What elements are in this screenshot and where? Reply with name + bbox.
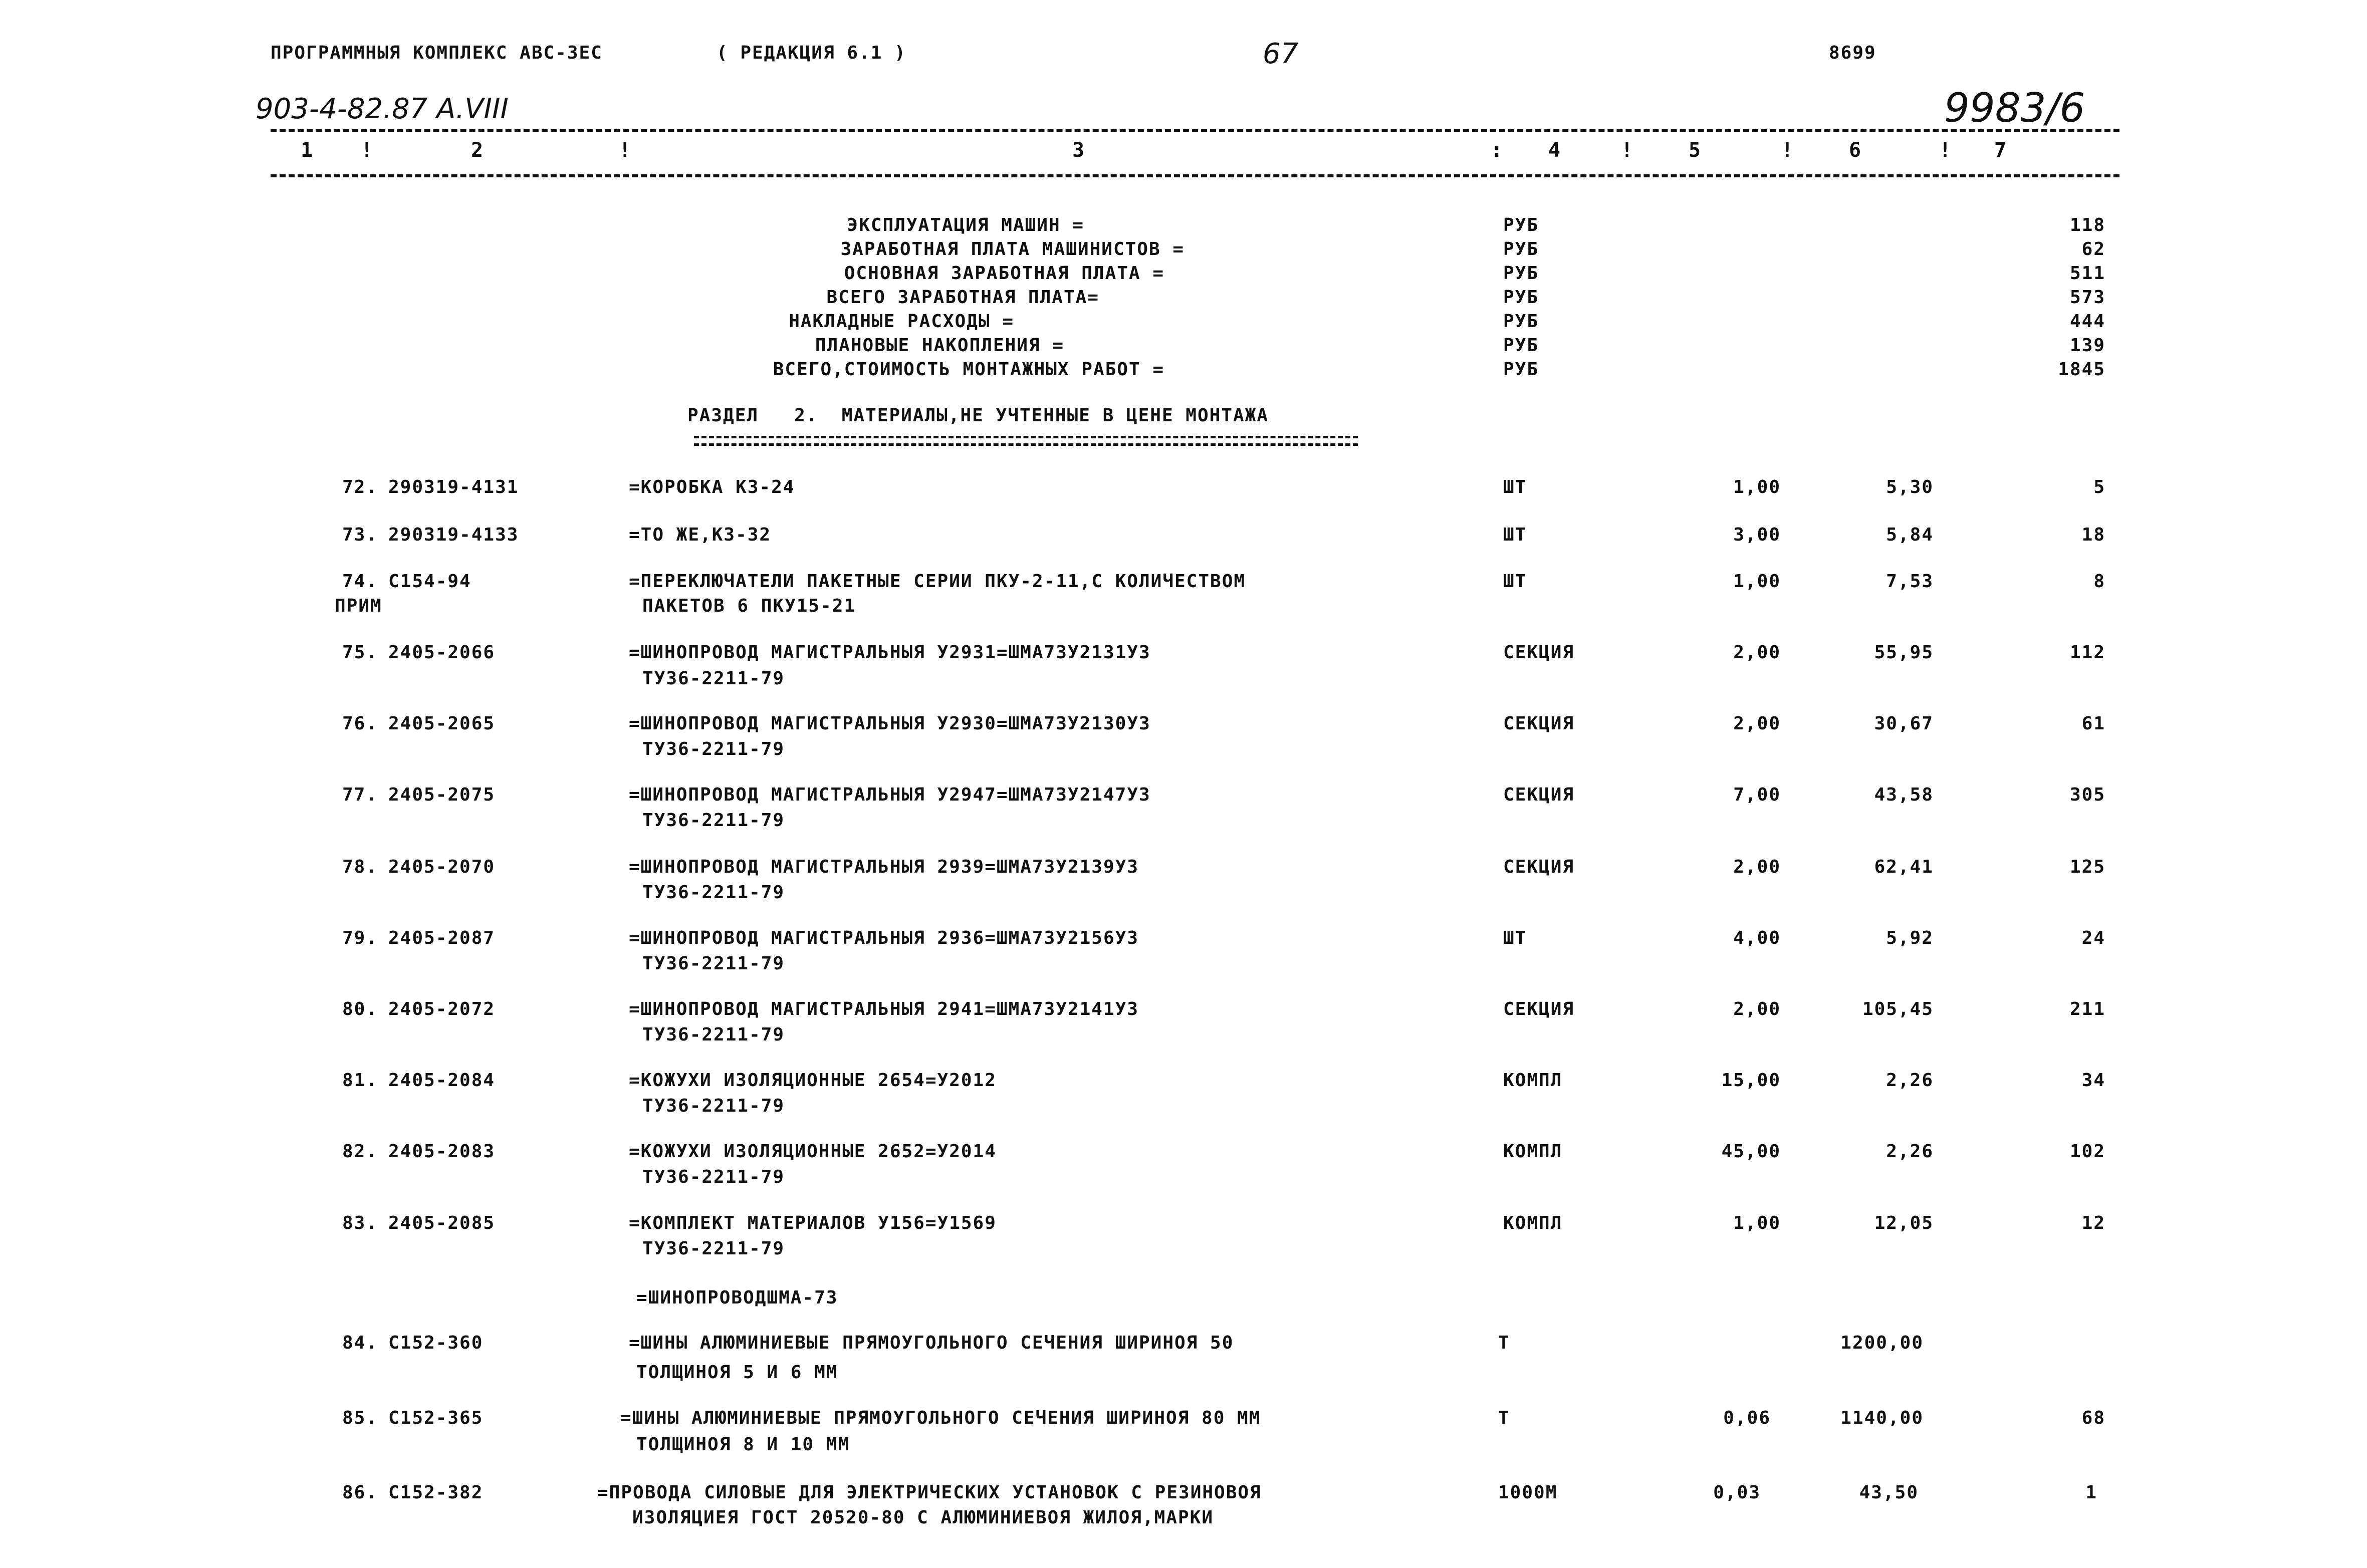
row-price: 1140,00 — [1840, 1408, 1924, 1428]
program-name: ПРОГРАММНЫЯ КОМПЛЕКС АВС-ЗЕС — [271, 43, 603, 63]
row-quantity: 1,00 — [1733, 571, 1781, 592]
summary-label: ЗАРАБОТНАЯ ПЛАТА МАШИНИСТОВ = — [840, 239, 1185, 259]
row-description: =ТО ЖЕ,КЗ-32 — [629, 525, 772, 545]
summary-label: ЭКСПЛУАТАЦИЯ МАШИН = — [847, 215, 1084, 235]
col-7: 7 — [1994, 139, 2008, 162]
row-code-note: ПРИМ — [335, 596, 382, 616]
row-code: 2405-2075 — [388, 785, 496, 805]
summary-label: ОСНОВНАЯ ЗАРАБОТНАЯ ПЛАТА = — [844, 263, 1164, 284]
row-description: =КОРОБКА КЗ-24 — [629, 477, 795, 497]
row-quantity: 2,00 — [1733, 713, 1781, 734]
col-1: 1 — [301, 139, 314, 162]
summary-value: 139 — [2069, 335, 2105, 356]
row-number: 82. — [342, 1141, 378, 1162]
col-4: 4 — [1548, 139, 1562, 162]
row-code: 2405-2085 — [388, 1213, 496, 1233]
row-number: 86. — [342, 1482, 378, 1503]
summary-value: 444 — [2069, 311, 2105, 332]
summary-unit: РУБ — [1503, 335, 1539, 356]
row-number: 78. — [342, 857, 378, 877]
page-number: 67 — [1263, 38, 1299, 70]
col-sep: : — [1491, 139, 1504, 162]
row-total: 211 — [2069, 999, 2105, 1019]
row-description: =ШИНОПРОВОД МАГИСТРАЛЬНЫЯ У2930=ШМА73У2130УЗ — [629, 713, 1151, 734]
row-total: 18 — [2081, 525, 2105, 545]
row-unit: ШТ — [1503, 928, 1527, 948]
row-total: 125 — [2069, 857, 2105, 877]
row-price: 105,45 — [1862, 999, 1934, 1019]
row-code: 2405-2065 — [388, 713, 496, 734]
row-total: 5 — [2093, 477, 2105, 497]
stamp-number: 9983/6 — [1944, 85, 2085, 131]
row-quantity: 3,00 — [1733, 525, 1781, 545]
row-description-cont: ТУ36-2211-79 — [642, 739, 785, 759]
row-number: 85. — [342, 1408, 378, 1428]
row-price: 30,67 — [1874, 713, 1934, 734]
row-price: 2,26 — [1886, 1141, 1934, 1162]
header-bottom-rule — [271, 174, 2119, 177]
col-5: 5 — [1689, 139, 1702, 162]
row-description: =ШИНЫ АЛЮМИНИЕВЫЕ ПРЯМОУГОЛЬНОГО СЕЧЕНИЯ ШИРИНОЯ 80 ММ — [620, 1408, 1261, 1428]
row-quantity: 7,00 — [1733, 785, 1781, 805]
row-description-cont: ИЗОЛЯЦИЕЯ ГОСТ 20520-80 С АЛЮМИНИЕВОЯ ЖИЛОЯ,МАРКИ — [632, 1507, 1214, 1528]
row-code: С154-94 — [388, 571, 471, 592]
summary-label: НАКЛАДНЫЕ РАСХОДЫ = — [789, 311, 1014, 332]
row-code: 2405-2066 — [388, 642, 496, 663]
row-description-cont: ТУ36-2211-79 — [642, 953, 785, 974]
edition: ( РЕДАКЦИЯ 6.1 ) — [717, 43, 906, 63]
row-description: =ШИНОПРОВОД МАГИСТРАЛЬНЫЯ 2936=ШМА73У2156УЗ — [629, 928, 1139, 948]
row-unit: КОМПЛ — [1503, 1213, 1563, 1233]
row-price: 5,30 — [1886, 477, 1934, 497]
row-total: 34 — [2081, 1070, 2105, 1091]
row-code: 290319-4133 — [388, 525, 519, 545]
row-number: 74. — [342, 571, 378, 592]
row-description-cont: ТОЛЩИНОЯ 8 И 10 ММ — [636, 1434, 850, 1455]
row-code: 2405-2087 — [388, 928, 496, 948]
row-quantity: 4,00 — [1733, 928, 1781, 948]
row-number: 76. — [342, 713, 378, 734]
summary-unit: РУБ — [1503, 263, 1539, 284]
summary-label: ВСЕГО ЗАРАБОТНАЯ ПЛАТА= — [826, 287, 1099, 308]
summary-unit: РУБ — [1503, 287, 1539, 308]
row-description-cont: ТУ36-2211-79 — [642, 1238, 785, 1259]
row-total: 24 — [2081, 928, 2105, 948]
row-description-cont: ТУ36-2211-79 — [642, 668, 785, 689]
row-description-cont: ТУ36-2211-79 — [642, 1096, 785, 1116]
row-description-cont: ТУ36-2211-79 — [642, 810, 785, 831]
row-number: 72. — [342, 477, 378, 497]
row-code: С152-360 — [388, 1333, 484, 1353]
top-rule — [271, 129, 2119, 132]
row-price: 55,95 — [1874, 642, 1934, 663]
row-description-cont: ТУ36-2211-79 — [642, 882, 785, 903]
row-code: 2405-2072 — [388, 999, 496, 1019]
row-number: 75. — [342, 642, 378, 663]
row-description: =КОМПЛЕКТ МАТЕРИАЛОВ У156=У1569 — [629, 1213, 997, 1233]
col-sep: ! — [361, 139, 374, 162]
row-description: =ШИНОПРОВОД МАГИСТРАЛЬНЫЯ 2941=ШМА73У2141УЗ — [629, 999, 1139, 1019]
row-number: 79. — [342, 928, 378, 948]
summary-unit: РУБ — [1503, 239, 1539, 259]
summary-unit: РУБ — [1503, 359, 1539, 380]
row-unit: СЕКЦИЯ — [1503, 999, 1575, 1019]
summary-unit: РУБ — [1503, 311, 1539, 332]
col-3: 3 — [1072, 139, 1086, 162]
row-description: =ШИНОПРОВОД МАГИСТРАЛЬНЫЯ У2931=ШМА73У2131УЗ — [629, 642, 1151, 663]
row-unit: ШТ — [1503, 571, 1527, 592]
row-description: =ПРОВОДА СИЛОВЫЕ ДЛЯ ЭЛЕКТРИЧЕСКИХ УСТАНОВОК С РЕЗИНОВОЯ — [597, 1482, 1262, 1503]
row-quantity: 2,00 — [1733, 857, 1781, 877]
row-unit: СЕКЦИЯ — [1503, 857, 1575, 877]
row-quantity: 2,00 — [1733, 642, 1781, 663]
row-quantity: 0,03 — [1713, 1482, 1761, 1503]
row-unit: КОМПЛ — [1503, 1070, 1563, 1091]
row-number: 73. — [342, 525, 378, 545]
row-description: =ПЕРЕКЛЮЧАТЕЛИ ПАКЕТНЫЕ СЕРИИ ПКУ-2-11,С КОЛИЧЕСТВОМ — [629, 571, 1246, 592]
row-description: =КОЖУХИ ИЗОЛЯЦИОННЫЕ 2652=У2014 — [629, 1141, 997, 1162]
row-total: 61 — [2081, 713, 2105, 734]
col-2: 2 — [471, 139, 485, 162]
row-quantity: 0,06 — [1723, 1408, 1771, 1428]
row-unit: СЕКЦИЯ — [1503, 642, 1575, 663]
summary-unit: РУБ — [1503, 215, 1539, 235]
doc-code: 8699 — [1829, 43, 1876, 63]
row-description-cont: ТУ36-2211-79 — [642, 1167, 785, 1187]
project-reference: 903-4-82.87 А.VIII — [256, 93, 509, 125]
row-total: 112 — [2069, 642, 2105, 663]
row-code: С152-365 — [388, 1408, 484, 1428]
row-total: 12 — [2081, 1213, 2105, 1233]
row-total: 102 — [2069, 1141, 2105, 1162]
row-price: 12,05 — [1874, 1213, 1934, 1233]
summary-label: ВСЕГО,СТОИМОСТЬ МОНТАЖНЫХ РАБОТ = — [773, 359, 1164, 380]
row-unit: ШТ — [1503, 477, 1527, 497]
col-sep: ! — [1781, 139, 1795, 162]
row-total: 1 — [2085, 1482, 2097, 1503]
row-price: 5,92 — [1886, 928, 1934, 948]
row-description-cont: ПАКЕТОВ 6 ПКУ15-21 — [642, 596, 856, 616]
row-price: 7,53 — [1886, 571, 1934, 592]
section-underline — [694, 436, 1358, 438]
row-unit: 1000М — [1498, 1482, 1558, 1503]
row-description-cont: ТОЛЩИНОЯ 5 И 6 ММ — [636, 1362, 838, 1383]
row-price: 43,58 — [1874, 785, 1934, 805]
row-quantity: 2,00 — [1733, 999, 1781, 1019]
row-code: 2405-2083 — [388, 1141, 496, 1162]
row-unit: КОМПЛ — [1503, 1141, 1563, 1162]
row-subheading: =ШИНОПРОВОДШМА-73 — [636, 1287, 838, 1308]
row-quantity: 1,00 — [1733, 1213, 1781, 1233]
row-price: 1200,00 — [1840, 1333, 1924, 1353]
row-total: 68 — [2081, 1408, 2105, 1428]
row-number: 80. — [342, 999, 378, 1019]
row-unit: СЕКЦИЯ — [1503, 713, 1575, 734]
row-description: =ШИНОПРОВОД МАГИСТРАЛЬНЫЯ У2947=ШМА73У2147УЗ — [629, 785, 1151, 805]
row-code: С152-382 — [388, 1482, 484, 1503]
row-number: 77. — [342, 785, 378, 805]
row-price: 2,26 — [1886, 1070, 1934, 1091]
row-price: 62,41 — [1874, 857, 1934, 877]
row-number: 83. — [342, 1213, 378, 1233]
row-code: 290319-4131 — [388, 477, 519, 497]
row-price: 43,50 — [1859, 1482, 1919, 1503]
row-unit: Т — [1498, 1333, 1510, 1353]
summary-value: 62 — [2081, 239, 2105, 259]
row-number: 84. — [342, 1333, 378, 1353]
section-underline — [694, 443, 1358, 446]
summary-value: 573 — [2069, 287, 2105, 308]
row-unit: СЕКЦИЯ — [1503, 785, 1575, 805]
row-description-cont: ТУ36-2211-79 — [642, 1024, 785, 1045]
row-code: 2405-2084 — [388, 1070, 496, 1091]
summary-label: ПЛАНОВЫЕ НАКОПЛЕНИЯ = — [815, 335, 1064, 356]
col-6: 6 — [1849, 139, 1862, 162]
row-description: =КОЖУХИ ИЗОЛЯЦИОННЫЕ 2654=У2012 — [629, 1070, 997, 1091]
row-price: 5,84 — [1886, 525, 1934, 545]
row-unit: Т — [1498, 1408, 1510, 1428]
row-total: 8 — [2093, 571, 2105, 592]
summary-value: 1845 — [2058, 359, 2105, 380]
section-title: РАЗДЕЛ 2. МАТЕРИАЛЫ,НЕ УЧТЕННЫЕ В ЦЕНЕ МОНТАЖА — [687, 405, 1269, 426]
row-code: 2405-2070 — [388, 857, 496, 877]
row-description: =ШИНЫ АЛЮМИНИЕВЫЕ ПРЯМОУГОЛЬНОГО СЕЧЕНИЯ ШИРИНОЯ 50 — [629, 1333, 1234, 1353]
row-description: =ШИНОПРОВОД МАГИСТРАЛЬНЫЯ 2939=ШМА73У2139УЗ — [629, 857, 1139, 877]
row-quantity: 1,00 — [1733, 477, 1781, 497]
row-unit: ШТ — [1503, 525, 1527, 545]
row-quantity: 45,00 — [1721, 1141, 1781, 1162]
row-number: 81. — [342, 1070, 378, 1091]
row-total: 305 — [2069, 785, 2105, 805]
summary-value: 511 — [2069, 263, 2105, 284]
row-quantity: 15,00 — [1721, 1070, 1781, 1091]
summary-value: 118 — [2069, 215, 2105, 235]
col-sep: ! — [619, 139, 632, 162]
col-sep: ! — [1939, 139, 1953, 162]
col-sep: ! — [1621, 139, 1634, 162]
